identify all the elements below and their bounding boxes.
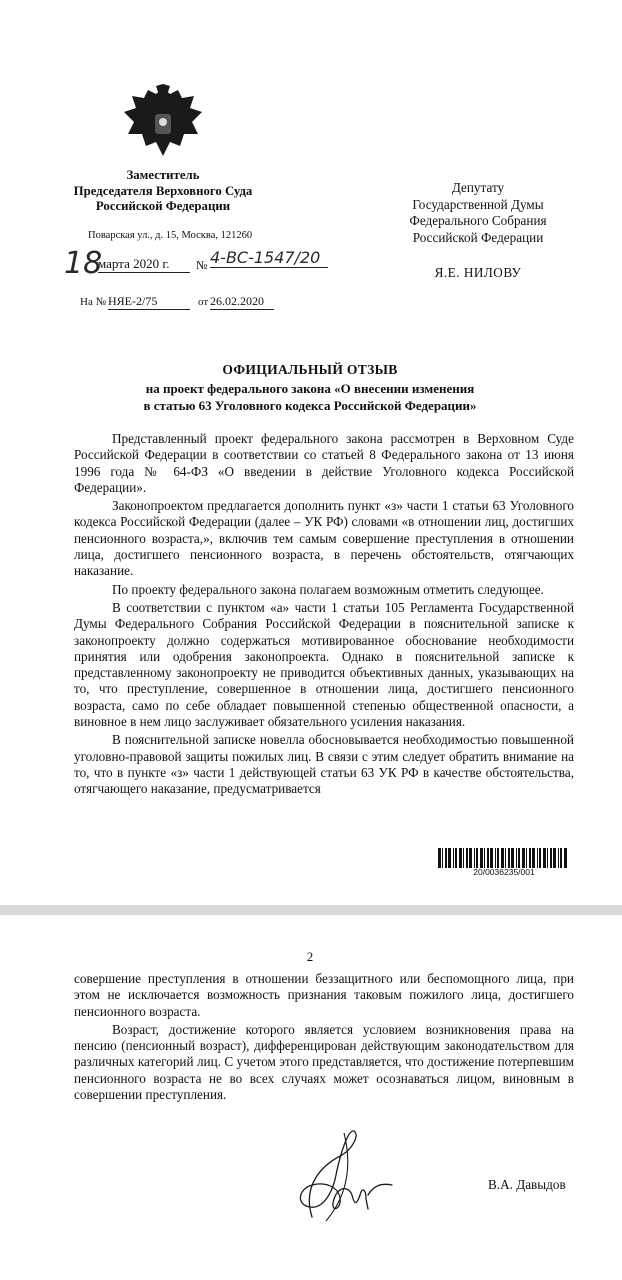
paragraph: Возраст, достижение которого является условием возникновения права на пенсию (пенсионный возраст), дифференцирован действующим законодательством для различных категорий лиц. С учетом этого представляется, что достижение потерпевшим пенсионного возраста не во всех случаях может осознаваться лицом, виновным в совершении преступления. [74, 1021, 574, 1103]
body-text-page1 [74, 431, 574, 798]
document-subtitle [40, 381, 580, 414]
barcode-number: 20/0036235/001 [473, 867, 535, 877]
eagle-icon [118, 84, 208, 162]
paragraph: Представленный проект федерального закона рассмотрен в Верховном Суде Российской Федерации в соответствии со статьей 8 Федерального закона от 13 июня 1996 года № 64-ФЗ «О введении в действие Уголовного кодекса Российской Федерации». [74, 431, 574, 495]
subtitle-line1: на проект федерального закона «О внесении изменения [145, 381, 475, 396]
recipient-block [368, 180, 588, 246]
document-title: ОФИЦИАЛЬНЫЙ ОТЗЫВ [222, 362, 398, 377]
body-text-page2 [74, 971, 574, 1103]
sender-title-line3: Российской Федерации [95, 199, 231, 213]
barcode-icon [438, 848, 570, 868]
signature-icon [282, 1125, 402, 1225]
ref-from-value: 26.02.2020 [210, 294, 274, 310]
page-number: 2 [306, 949, 314, 964]
recipient-line1: Депутату [451, 180, 505, 195]
number-label: № [196, 258, 208, 272]
coat-of-arms-emblem [118, 84, 208, 162]
paragraph: В пояснительной записке новелла обосновывается необходимостью повышенной уголовно-правовой защиты пожилых лиц. В связи с этим следует обратить внимание на то, что в пункте «з» части 1 действующей статьи 63 УК РФ в качестве обстоятельства, отягчающего наказание, предусматривается [74, 732, 574, 797]
date-day: 18 [64, 246, 103, 281]
paragraph: совершение преступления в отношении беззащитного или беспомощного лица, при этом не исключается возможность признания таковым пожилого лица, достигшего пенсионного возраста. [74, 971, 574, 1019]
subtitle-line2: в статью 63 Уголовного кодекса Российской Федерации» [143, 397, 477, 413]
sender-address: Поварская ул., д. 15, Москва, 121260 [88, 230, 253, 241]
ref-value: НЯЕ-2/75 [108, 294, 190, 310]
recipient-line2: Государственной Думы [412, 196, 544, 212]
sender-title-line2: Председателя Верховного Суда [73, 183, 253, 198]
paragraph: По проекту федерального закона полагаем возможным отметить следующее. [112, 581, 544, 597]
ref-label: На № [80, 296, 107, 308]
signatory-name: В.А. Давыдов [488, 1177, 566, 1192]
recipient-line4: Российской Федерации [412, 229, 544, 245]
sender-block [60, 168, 266, 215]
sender-title-line1: Заместитель [126, 168, 200, 182]
paragraph: В соответствии с пунктом «а» части 1 статьи 105 Регламента Государственной Думы Федерального Собрания Российской Федерации в пояснительной записке к законопроекту должно содержаться мотивированное обоснование необходимости принятия или одобрения законопроекта. Однако в пояснительной записке к представленному законопроекту не приводится объективных данных, указывающих на то, что преступление, совершенное в отношении лица, достигшего пенсионного возраста, само по себе обладает повышенной степенью общественной опасности, а виновное в нем лицо заслуживает обязательного усиления наказания. [74, 599, 574, 730]
date-rest: марта 2020 г. [98, 256, 190, 273]
document-page-2 [0, 915, 622, 1280]
ref-from-label: от [198, 296, 209, 308]
signature [282, 1125, 402, 1225]
recipient-name: Я.Е. НИЛОВУ [434, 265, 522, 280]
paragraph: Законопроектом предлагается дополнить пункт «з» части 1 статьи 63 Уголовного кодекса Российской Федерации (далее – УК РФ) словами «в отношении лиц, достигших пенсионного возраста,», включив тем самым совершение преступления в отношении лица, достигшего пенсионного возраста, в перечень обстоятельств, отягчающих наказание. [74, 498, 574, 579]
recipient-line3: Федерального Собрания [409, 213, 547, 228]
number-value-handwritten: 4-ВС-1547/20 [210, 248, 328, 268]
